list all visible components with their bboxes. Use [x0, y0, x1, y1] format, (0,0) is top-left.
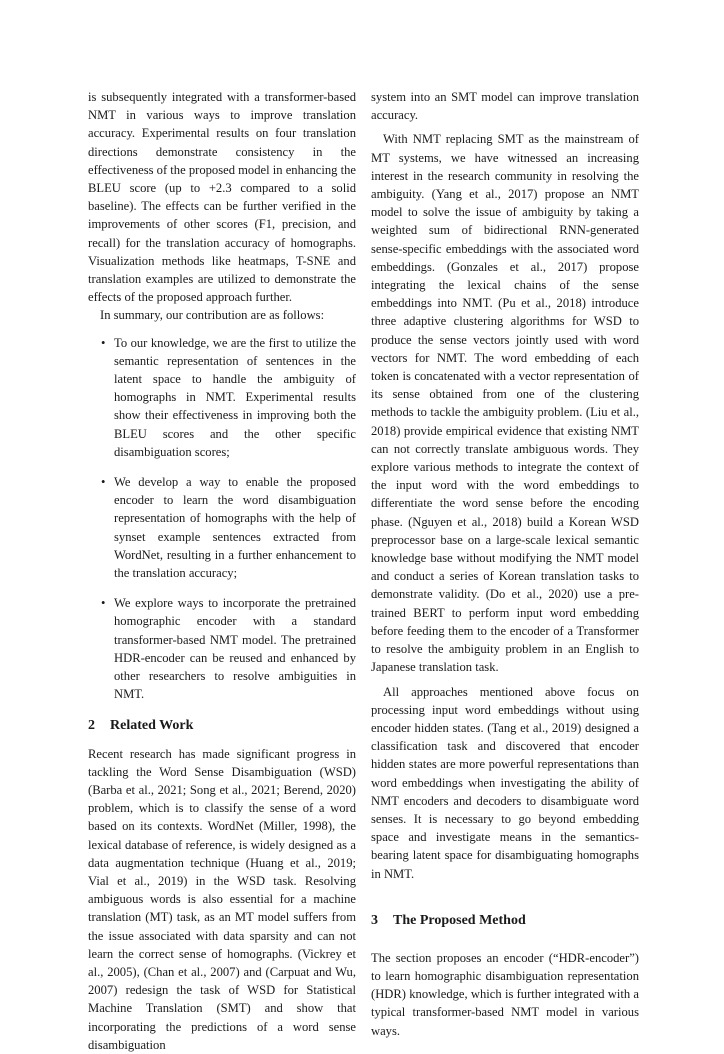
bullet-icon: • — [101, 475, 106, 490]
section-title: Related Work — [110, 717, 194, 733]
proposed-method-heading — [371, 911, 639, 931]
bullet-icon: • — [101, 335, 106, 350]
section-number: 2 — [88, 717, 95, 733]
contribution-text: To our knowledge, we are the first to utilize the semantic representation of sentences in the latent space to handle the ambiguity of homographs in NMT. Experimental results show their effectiveness in improving both the BLEU scores and the other specific disambiguation scores; — [114, 335, 356, 459]
section-number: 3 — [371, 912, 378, 928]
section-title: The Proposed Method — [393, 912, 526, 928]
related-work-paragraph: With NMT replacing SMT as the mainstream of MT systems, we have witnessed an increasing interest in the research community in resolving the ambiguity. (Yang et al., 2017) propose an NMT model to solve the issue of ambiguity by taking a weighted sum of bidirectional RNN-generated sense-specific embeddings with the associated word embeddings. (Gonzales et al., 2017) propose integrating the lexical chains of the sense embeddings into NMT. (Pu et al., 2018) introduce three adaptive clustering algorithms for WSD to produce the sense vectors jointly used with word vectors for NMT. The word embedding of each token is concatenated with a vector representation of its sense obtained from one of the clustering methods to tackle the ambiguity problem. (Liu et al., 2018) provide empirical evidence that existing NMT can not correctly translate ambiguous words. They explore various methods to integrate the context of the input word with the word embeddings to differentiate the word sense before the encoding phase. (Nguyen et al., 2018) build a Korean WSD preprocessor base on a large-scale lexical semantic knowledge base without modifying the NMT model and conduct a series of Korean translation tasks to demonstrate validity. (Do et al., 2020) use a pre-trained BERT to perform input word embedding before feeding them to the encoder of a Transformer to resolve the ambiguity problem in an English to Japanese translation task. — [371, 132, 639, 675]
left-column — [88, 88, 356, 1054]
contribution-item — [101, 334, 356, 461]
intro-continuation-paragraph: is subsequently integrated with a transformer-based NMT in various ways to improve translation accuracy. Experimental results on four translation directions demonstrate consistency in the effectiveness of the proposed model in enhancing the BLEU score (up to +2.3 compared to a solid baseline). The effects can be further verified in the improvements of other scores (F1, precision, and recall) for the translation accuracy of homographs. Visualization methods like heatmaps, T-SNE and translation examples are utilized to demonstrate the effects of the proposed approach further. — [88, 90, 356, 305]
bullet-icon: • — [101, 596, 106, 611]
related-work-paragraph: All approaches mentioned above focus on processing input word embeddings without using encoder hidden states. (Tang et al., 2019) designed a classification task and discovered that encoder hidden states are more powerful representations than word embeddings when investigating the ability of NMT encoders and decoders to disambiguate word senses. It is necessary to go beyond embedding space and investigate means in the semantics-bearing latent space for disambiguating homographs in NMT. — [371, 684, 639, 881]
proposed-method-paragraph: The section proposes an encoder (“HDR-encoder”) to learn homographic disambiguation representation (HDR) knowledge, which is further integrated with a typical transformer-based NMT model in various ways. — [371, 950, 639, 1038]
related-work-heading — [88, 716, 356, 736]
related-work-paragraph: Recent research has made significant progress in tackling the Word Sense Disambiguation (WSD) (Barba et al., 2021; Song et al., 2021; Berend, 2020) problem, which is to classify the sense of a word based on its contexts. WordNet (Miller, 1998), the lexical database of reference, is widely designed as a data augmentation technique (Huang et al., 2019; Vial et al., 2019) in the WSD task. Resolving ambiguous words is also essential for a machine translation (MT) task, as an MT model suffers from the issue associated with data sparsity and can not learn the correct sense of homographs. (Vickrey et al., 2005), (Chan et al., 2007) and (Carpuat and Wu, 2007) redesign the task of WSD for Statistical Machine Translation (SMT) and show that incorporating the predictions of a word sense disambiguation — [88, 746, 356, 1052]
right-column — [371, 88, 639, 1040]
related-work-paragraph-end: system into an SMT model can improve translation accuracy. — [371, 90, 639, 123]
contribution-summary-intro: In summary, our contribution are as follows: — [100, 308, 325, 323]
contribution-item — [101, 473, 356, 582]
contribution-item — [101, 594, 356, 703]
contribution-list — [88, 334, 356, 704]
contribution-text: We explore ways to incorporate the pretrained homographic encoder with a standard transformer-based NMT model. The pretrained HDR-encoder can be reused and enhanced by other researchers to resolve ambiguities in NMT. — [114, 596, 356, 702]
contribution-text: We develop a way to enable the proposed encoder to learn the word disambiguation representation of homographs with the help of synset example sentences extracted from WordNet, resulting in a further enhancement to the translation accuracy; — [114, 475, 356, 581]
